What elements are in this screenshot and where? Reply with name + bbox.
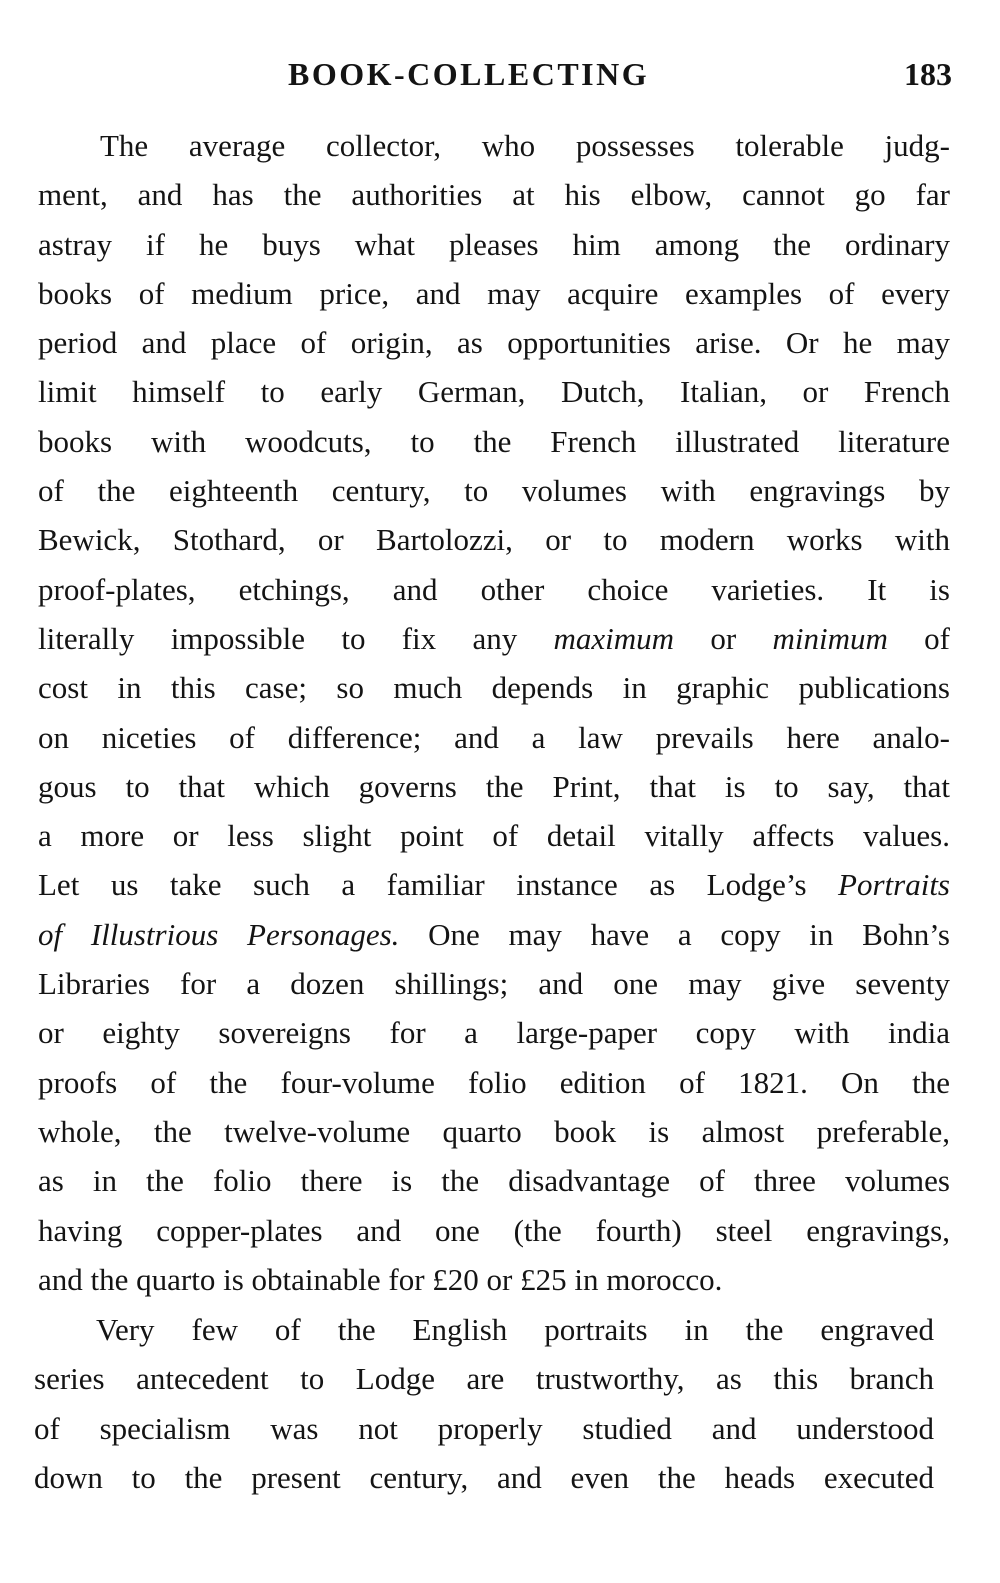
running-head: [0, 50, 1000, 98]
paragraph-2: [34, 1305, 934, 1502]
text-line: astray if he buys what pleases him among the ordinary: [38, 226, 950, 262]
text-run: Let us take such a familiar instance as Lodge’s: [38, 867, 839, 903]
text-line: a more or less slight point of detail vitally affects values.: [38, 818, 950, 854]
text-line: having copper-plates and one (the fourth) steel engravings,: [38, 1212, 950, 1248]
text-line: proof-plates, etchings, and other choice varieties. It is: [38, 571, 950, 607]
text-line: series antecedent to Lodge are trustworthy, as this branch: [34, 1361, 934, 1397]
running-title: BOOK-COLLECTING: [288, 56, 650, 92]
text-line: cost in this case; so much depends in graphic publications: [38, 670, 950, 706]
italic-term-minimum: minimum: [772, 620, 888, 656]
text-line: proofs of the four-volume folio edition of 1821. On the: [38, 1064, 950, 1100]
paragraph-1: [38, 121, 950, 1304]
text-line: [38, 614, 950, 663]
text-line: of specialism was not properly studied and understood: [34, 1410, 934, 1446]
text-line: Libraries for a dozen shillings; and one may give seventy: [38, 966, 950, 1002]
text-line: gous to that which governs the Print, that is to say, that: [38, 768, 950, 804]
text-line: down to the present century, and even the heads executed: [34, 1459, 934, 1495]
text-line: or eighty sovereigns for a large-paper copy with india: [38, 1015, 950, 1051]
text-line: and the quarto is obtainable for £20 or £25 in morocco.: [38, 1261, 723, 1297]
text-line: whole, the twelve-volume quarto book is almost preferable,: [38, 1113, 950, 1149]
text-line: as in the folio there is the disadvantage of three volumes: [38, 1163, 950, 1199]
page-number: 183: [904, 56, 952, 92]
text-line: [38, 860, 950, 909]
text-line: on niceties of difference; and a law prevails here analo-: [38, 719, 950, 755]
text-line: [38, 910, 950, 959]
text-run: or: [674, 620, 773, 656]
text-line: of the eighteenth century, to volumes with engravings by: [38, 473, 950, 509]
text-run: One may have a copy in Bohn’s: [399, 916, 950, 952]
book-title-italic: Portraits: [838, 867, 950, 903]
text-line: ment, and has the authorities at his elbow, cannot go far: [38, 177, 950, 213]
text-line: Very few of the English portraits in the engraved: [96, 1312, 934, 1347]
text-line: books with woodcuts, to the French illustrated literature: [38, 423, 950, 459]
text-run: of: [887, 620, 951, 656]
text-line: Bewick, Stothard, or Bartolozzi, or to modern works with: [38, 522, 950, 558]
text-line: limit himself to early German, Dutch, Italian, or French: [38, 374, 950, 410]
text-line: The average collector, who possesses tolerable judg-: [100, 128, 950, 163]
text-line: period and place of origin, as opportunities arise. Or he may: [38, 325, 950, 361]
italic-term-maximum: maximum: [553, 620, 675, 656]
text-line: books of medium price, and may acquire examples of every: [38, 275, 950, 311]
text-run: literally impossible to fix any: [38, 620, 554, 656]
book-title-italic: of Illustrious Personages.: [38, 916, 400, 952]
